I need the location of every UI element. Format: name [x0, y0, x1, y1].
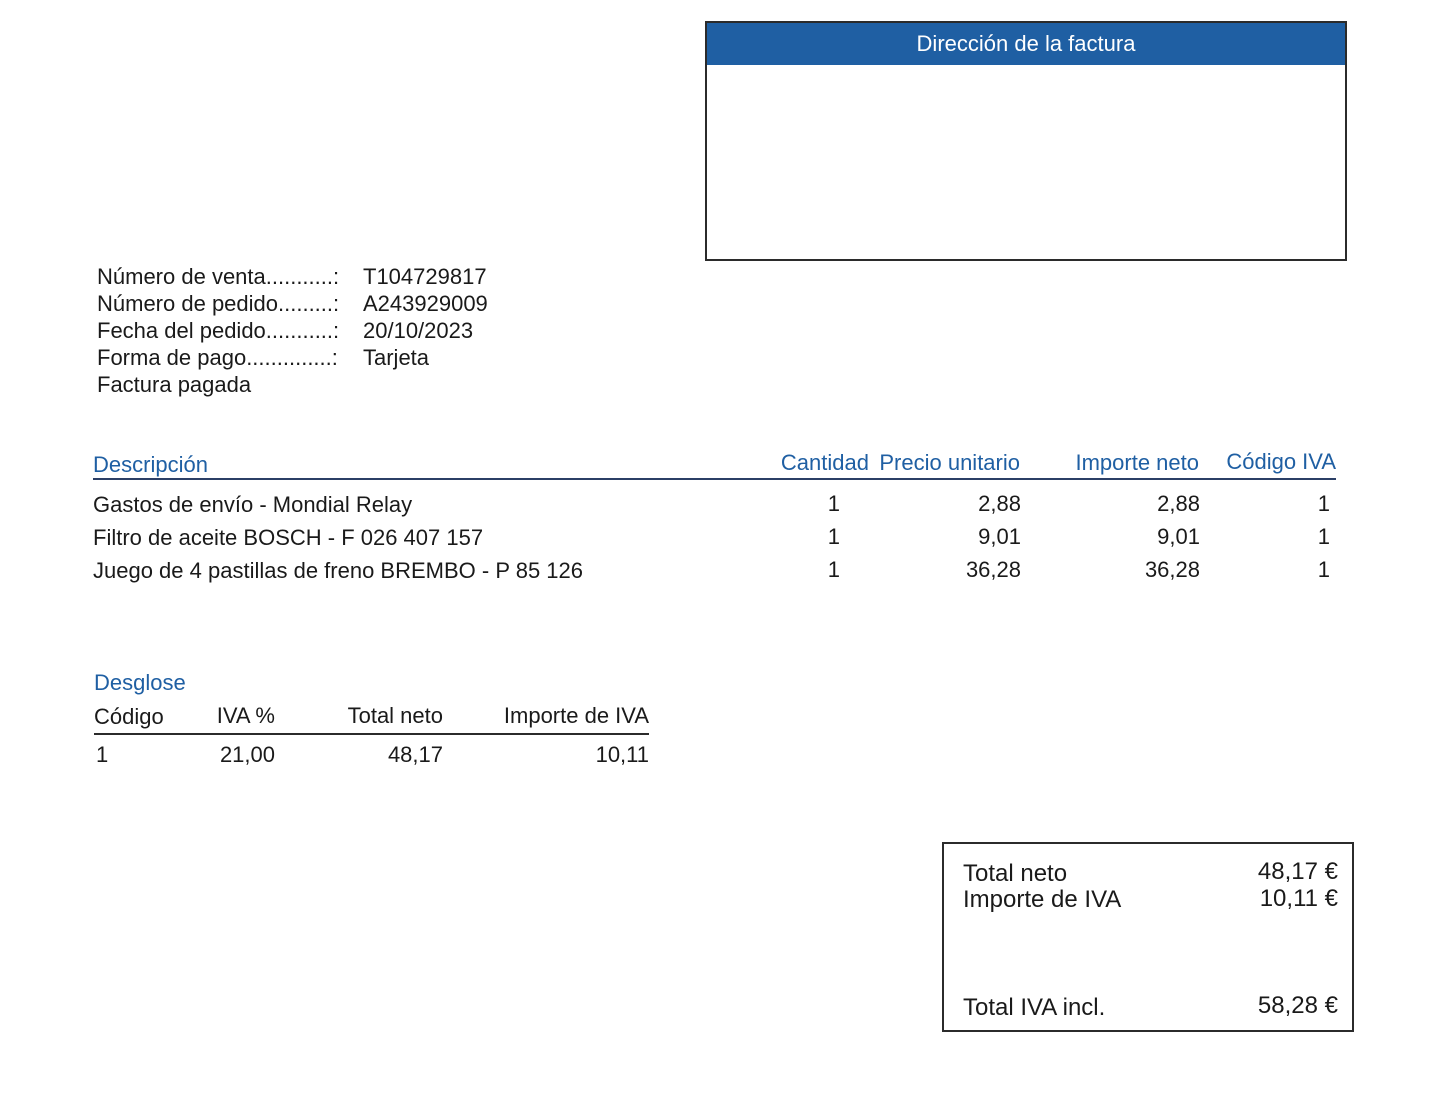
breakdown-net-total: 48,17: [387, 742, 443, 767]
row-unit-price: 9,01: [978, 524, 1021, 549]
order-number-label: Número de pedido.........:: [97, 291, 340, 316]
row-description: Filtro de aceite BOSCH - F 026 407 157: [93, 525, 484, 550]
total-vat-label: Importe de IVA: [963, 886, 1122, 913]
breakdown-table-header: [94, 703, 649, 735]
breakdown-header-vat-amount: Importe de IVA: [503, 703, 649, 728]
order-date-label: Fecha del pedido...........:: [97, 318, 340, 343]
totals-box: [942, 842, 1354, 1032]
breakdown-title: Desglose: [94, 670, 186, 695]
row-unit-price: 2,88: [978, 491, 1021, 516]
total-incl-label: Total IVA incl.: [963, 994, 1106, 1021]
header-vat-code: Código IVA: [1226, 449, 1336, 474]
header-unit-price: Precio unitario: [879, 450, 1020, 475]
order-info-row: [97, 290, 488, 317]
breakdown-code: 1: [96, 742, 109, 767]
paid-note: Factura pagada: [97, 372, 252, 397]
total-net-value: 48,17 €: [1257, 858, 1338, 885]
breakdown-header-net-total: Total neto: [347, 703, 443, 728]
row-quantity: 1: [827, 557, 840, 582]
table-row: [93, 491, 1336, 524]
payment-method-value: Tarjeta: [363, 345, 430, 370]
order-info-row: [97, 344, 488, 371]
billing-address-box: [705, 21, 1347, 261]
total-vat-value: 10,11 €: [1259, 885, 1338, 912]
items-table-header: [93, 448, 1336, 480]
sale-number-label: Número de venta...........:: [97, 264, 340, 289]
row-quantity: 1: [827, 524, 840, 549]
breakdown-vat-pct: 21,00: [219, 742, 275, 767]
row-vat-code: 1: [1317, 557, 1330, 582]
row-net-amount: 36,28: [1144, 557, 1200, 582]
row-unit-price: 36,28: [965, 557, 1021, 582]
row-vat-code: 1: [1317, 524, 1330, 549]
row-net-amount: 9,01: [1157, 524, 1200, 549]
total-net-label: Total neto: [963, 860, 1068, 887]
order-date-value: 20/10/2023: [363, 318, 474, 343]
breakdown-vat-amount: 10,11: [595, 742, 649, 767]
order-info-row: [97, 263, 488, 290]
header-quantity: Cantidad: [780, 450, 869, 475]
table-row: [93, 557, 1336, 590]
total-incl-value: 58,28 €: [1257, 992, 1338, 1019]
table-row: [94, 742, 649, 772]
header-description: Descripción: [93, 452, 208, 477]
breakdown-header-vat-pct: IVA %: [216, 703, 275, 728]
row-net-amount: 2,88: [1157, 491, 1200, 516]
order-info: [97, 263, 488, 398]
table-row: [93, 524, 1336, 557]
row-description: Juego de 4 pastillas de freno BREMBO - P 85 126: [93, 558, 583, 583]
row-description: Gastos de envío - Mondial Relay: [93, 492, 413, 517]
sale-number-value: T104729817: [363, 264, 487, 289]
row-vat-code: 1: [1317, 491, 1330, 516]
row-quantity: 1: [827, 491, 840, 516]
billing-address-title: Dirección de la factura: [707, 23, 1345, 65]
payment-method-label: Forma de pago..............:: [97, 345, 338, 370]
order-info-row: [97, 317, 488, 344]
header-net-amount: Importe neto: [1075, 450, 1199, 475]
order-number-value: A243929009: [363, 291, 488, 316]
breakdown-header-code: Código: [94, 704, 164, 729]
